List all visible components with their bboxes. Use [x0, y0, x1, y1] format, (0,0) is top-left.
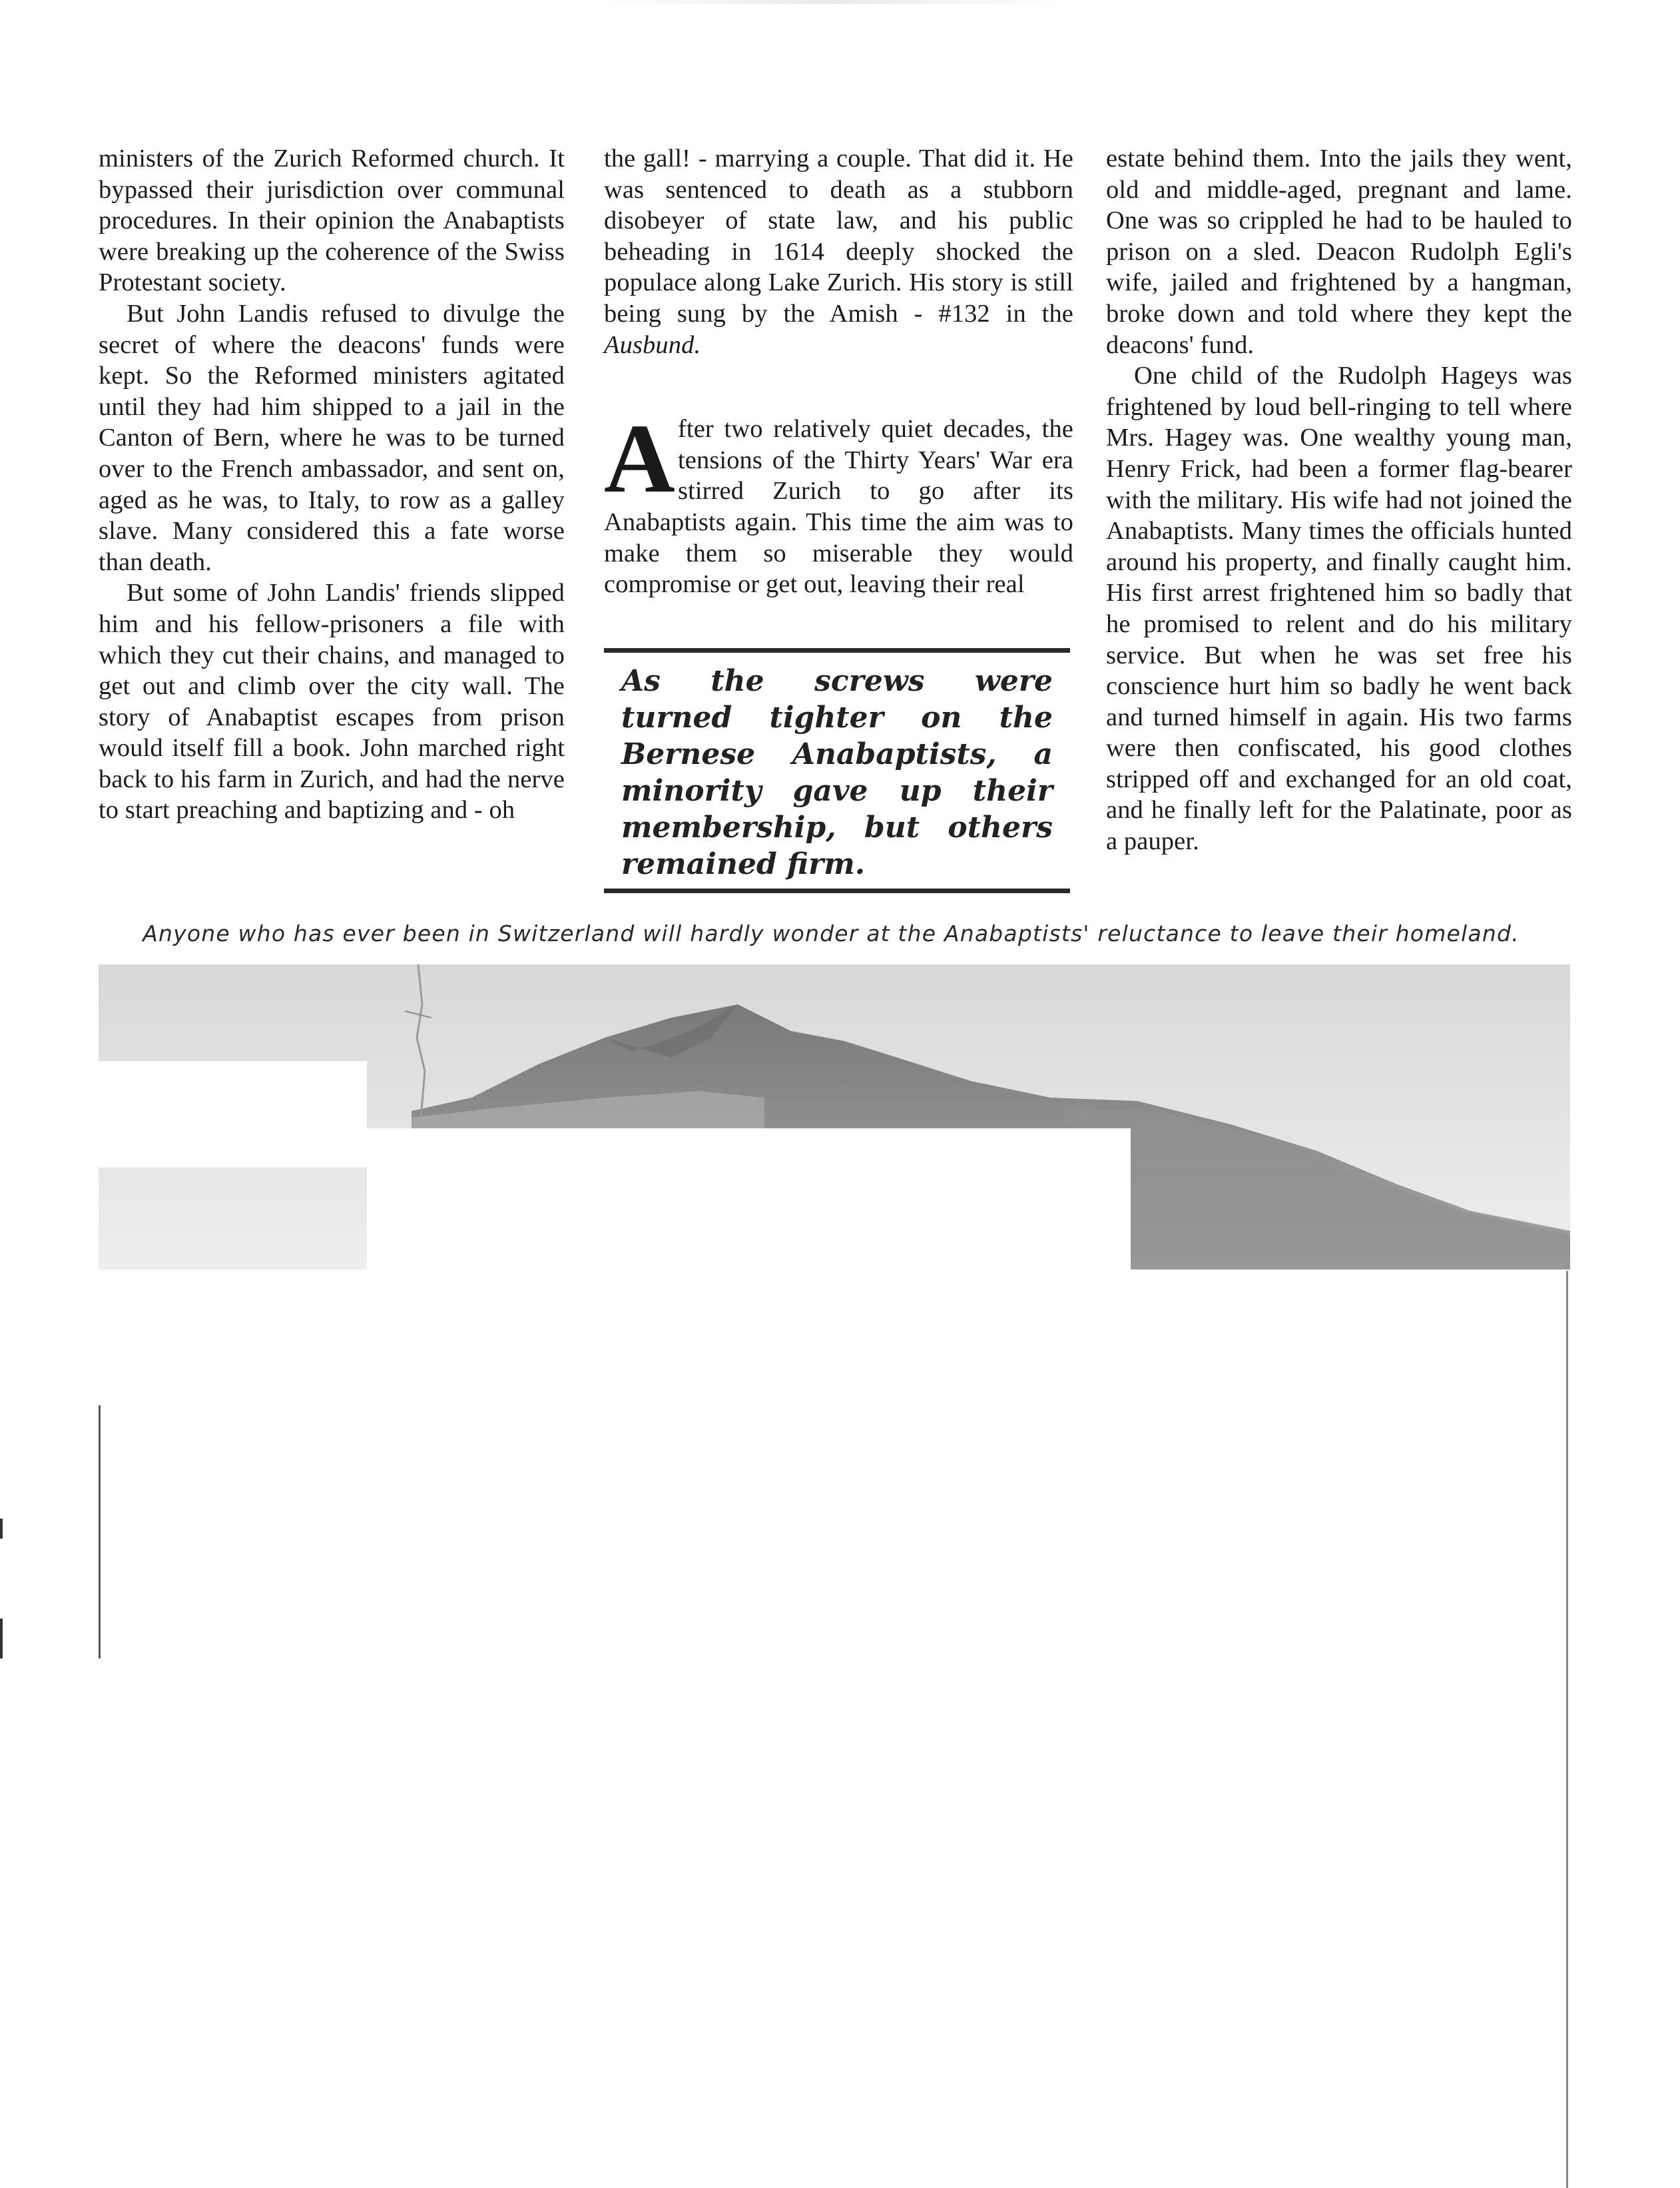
paragraph-with-dropcap	[604, 404, 1073, 600]
scan-edge-line-left	[99, 1405, 101, 1658]
article-column-3	[1106, 143, 1572, 857]
pull-quote	[604, 648, 1070, 893]
photo-mask-left	[99, 1061, 367, 1168]
photo-mask-middle	[367, 1128, 1131, 1272]
paragraph	[604, 143, 1073, 360]
paragraph: One child of the Rudolph Hageys was frightened by loud bell-ringing to tell where Mrs. Hagey was. One wealthy young man, Henry Frick, had been a former flag-bearer with the military. His wife had not joined the Anabaptists. Many times the officials hunted around his property, and finally caught him. His first arrest frightened him so badly that he promised to relent and do his military service. But when he was set free his conscience hurt him so badly he went back and turned himself in again. His two farms were then confiscated, his good clothes stripped off and exchanged for an old coat, and he finally left for the Palatinate, poor as a pauper.	[1106, 362, 1572, 856]
paragraph: But John Landis refused to divulge the secret of where the deacons' funds were kept. So the Reformed ministers agitated until they had him shipped to a jail in the Canton of Bern, where he was to be turned over to the French ambassador, and sent on, aged as he was, to Italy, to row as a galley slave. Many considered this a fate worse than death.	[99, 299, 565, 576]
photo-caption: Anyone who has ever been in Switzerland will hardly wonder at the Anabaptists' reluctance to leave their homeland.	[142, 920, 1520, 946]
pull-quote-text: As the screws were turned tighter on the Bernese Anabaptists, a minority gave up their membership, but others remained firm.	[621, 664, 1053, 881]
scan-edge-mark	[0, 1519, 3, 1539]
book-title: Ausbund.	[604, 330, 701, 359]
paragraph: But some of John Landis' friends slipped him and his fellow-prisoners a file with which they cut their chains, and managed to get out and climb over the city wall. The story of Anabaptist escapes from prison would itself fill a book. John marched right back to his farm in Zurich, and had the nerve to start preaching and baptizing and - oh	[99, 579, 565, 825]
paragraph: ministers of the Zurich Reformed church. It bypassed their jurisdiction over communal procedures. In their opinion the Anabaptists were breaking up the coherence of the Swiss Protestant society.	[99, 145, 565, 297]
article-column-2	[604, 143, 1073, 600]
scan-edge-line-right	[1566, 1271, 1568, 2188]
article-column-1	[99, 143, 565, 826]
drop-cap: A	[604, 404, 675, 514]
paragraph-text: the gall! - marrying a couple. That did it. He was sentenced to death as a stubborn disobeyer of state law, and his public beheading in 1614 deeply shocked the populace along Lake Zurich. His story is still being sung by the Amish - #132 in the	[604, 145, 1073, 328]
scan-edge-mark	[0, 1619, 3, 1658]
paragraph-text: fter two relatively quiet decades, the tensions of the Thirty Years' War era stirred Zurich to go after its Anabaptists again. This time the aim was to make them so miserable they would compromise or get out, leaving their real	[604, 415, 1073, 599]
paragraph: estate behind them. Into the jails they went, old and middle-aged, pregnant and lame. One was so crippled he had to be hauled to prison on a sled. Deacon Rudolph Egli's wife, jailed and frightened by a hangman, broke down and told where they kept the deacons' fund.	[1106, 145, 1572, 359]
scan-smudge	[599, 0, 1065, 4]
